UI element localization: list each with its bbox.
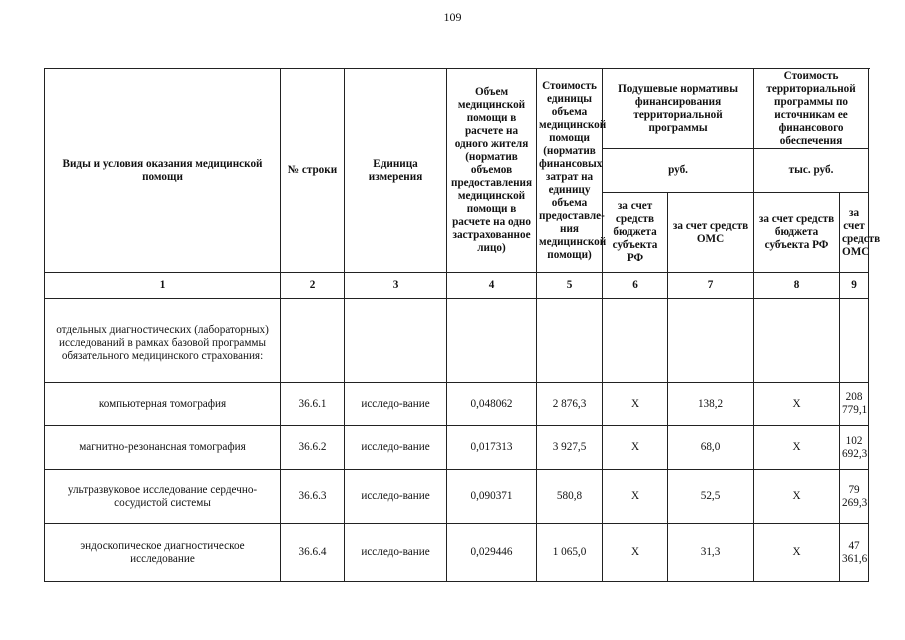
row-number: 36.6.4 xyxy=(281,524,345,582)
row-tc-oms: 79 269,3 xyxy=(840,470,869,524)
header-per-capita: Подушевые нормативы финансирования территориальной программы xyxy=(603,69,754,149)
header-unit: Единица измерения xyxy=(345,69,447,273)
column-number: 2 xyxy=(281,273,345,299)
row-pc-budget: Х xyxy=(603,470,668,524)
table-row xyxy=(45,426,869,470)
row-pc-budget xyxy=(603,299,668,383)
financing-table xyxy=(44,68,881,582)
table-row xyxy=(45,524,869,582)
row-tc-oms: 208 779,1 xyxy=(840,383,869,426)
row-volume: 0,029446 xyxy=(447,524,537,582)
row-tc-oms: 102 692,3 xyxy=(840,426,869,470)
row-pc-oms: 138,2 xyxy=(668,383,754,426)
column-number: 8 xyxy=(754,273,840,299)
header-types-of-care: Виды и условия оказания медицинской помощи xyxy=(45,69,281,273)
row-pc-oms xyxy=(668,299,754,383)
row-tc-budget: Х xyxy=(754,383,840,426)
column-number: 6 xyxy=(603,273,668,299)
row-pc-budget: Х xyxy=(603,383,668,426)
column-number: 5 xyxy=(537,273,603,299)
row-pc-budget: Х xyxy=(603,426,668,470)
row-tc-budget xyxy=(754,299,840,383)
header-tc-oms: за счет средств ОМС xyxy=(840,193,869,273)
row-cost: 3 927,5 xyxy=(537,426,603,470)
row-name: отдельных диагностических (лабораторных) исследований в рамках базовой программы обязательного медицинского страхования: xyxy=(45,299,281,383)
header-pc-budget: за счет средств бюджета субъекта РФ xyxy=(603,193,668,273)
table-row xyxy=(45,299,869,383)
row-name: компьютерная томография xyxy=(45,383,281,426)
row-name: ультразвуковое исследование сердечно-сосудистой системы xyxy=(45,470,281,524)
row-unit: исследо-вание xyxy=(345,383,447,426)
row-pc-budget: Х xyxy=(603,524,668,582)
row-cost: 1 065,0 xyxy=(537,524,603,582)
column-number: 9 xyxy=(840,273,869,299)
row-volume: 0,090371 xyxy=(447,470,537,524)
row-unit: исследо-вание xyxy=(345,426,447,470)
column-number: 7 xyxy=(668,273,754,299)
page-number: 109 xyxy=(443,10,462,24)
header-program-cost: Стоимость территориальной программы по источникам ее финансового обеспечения xyxy=(754,69,869,149)
row-pc-oms: 52,5 xyxy=(668,470,754,524)
header-volume: Объем медицинской помощи в расчете на одного жителя (норматив объемов предоставления медицинской помощи в расчете на одно застрахованное лицо) xyxy=(447,69,537,273)
column-number: 3 xyxy=(345,273,447,299)
row-unit: исследо-вание xyxy=(345,524,447,582)
column-number: 1 xyxy=(45,273,281,299)
row-unit: исследо-вание xyxy=(345,470,447,524)
header-rub: руб. xyxy=(603,149,754,193)
row-name: магнитно-резонансная томография xyxy=(45,426,281,470)
header-unit-cost: Стоимость единицы объема медицинской помощи (норматив финансовых затрат на единицу объема предоставле-ния медицинской помощи) xyxy=(537,69,603,273)
row-pc-oms: 31,3 xyxy=(668,524,754,582)
row-number: 36.6.2 xyxy=(281,426,345,470)
row-number: 36.6.1 xyxy=(281,383,345,426)
row-unit xyxy=(345,299,447,383)
row-tc-oms xyxy=(840,299,869,383)
header-thous-rub: тыс. руб. xyxy=(754,149,869,193)
row-tc-budget: Х xyxy=(754,470,840,524)
row-tc-budget: Х xyxy=(754,426,840,470)
row-cost: 580,8 xyxy=(537,470,603,524)
column-number: 4 xyxy=(447,273,537,299)
table-row xyxy=(45,383,869,426)
row-name: эндоскопическое диагностическое исследование xyxy=(45,524,281,582)
row-pc-oms: 68,0 xyxy=(668,426,754,470)
row-number: 36.6.3 xyxy=(281,470,345,524)
row-volume: 0,017313 xyxy=(447,426,537,470)
header-pc-oms: за счет средств ОМС xyxy=(668,193,754,273)
row-number xyxy=(281,299,345,383)
table-row xyxy=(45,470,869,524)
row-tc-budget: Х xyxy=(754,524,840,582)
row-cost xyxy=(537,299,603,383)
row-tc-oms: 47 361,6 xyxy=(840,524,869,582)
row-volume: 0,048062 xyxy=(447,383,537,426)
header-row-number: № строки xyxy=(281,69,345,273)
row-cost: 2 876,3 xyxy=(537,383,603,426)
row-volume xyxy=(447,299,537,383)
header-tc-budget: за счет средств бюджета субъекта РФ xyxy=(754,193,840,273)
